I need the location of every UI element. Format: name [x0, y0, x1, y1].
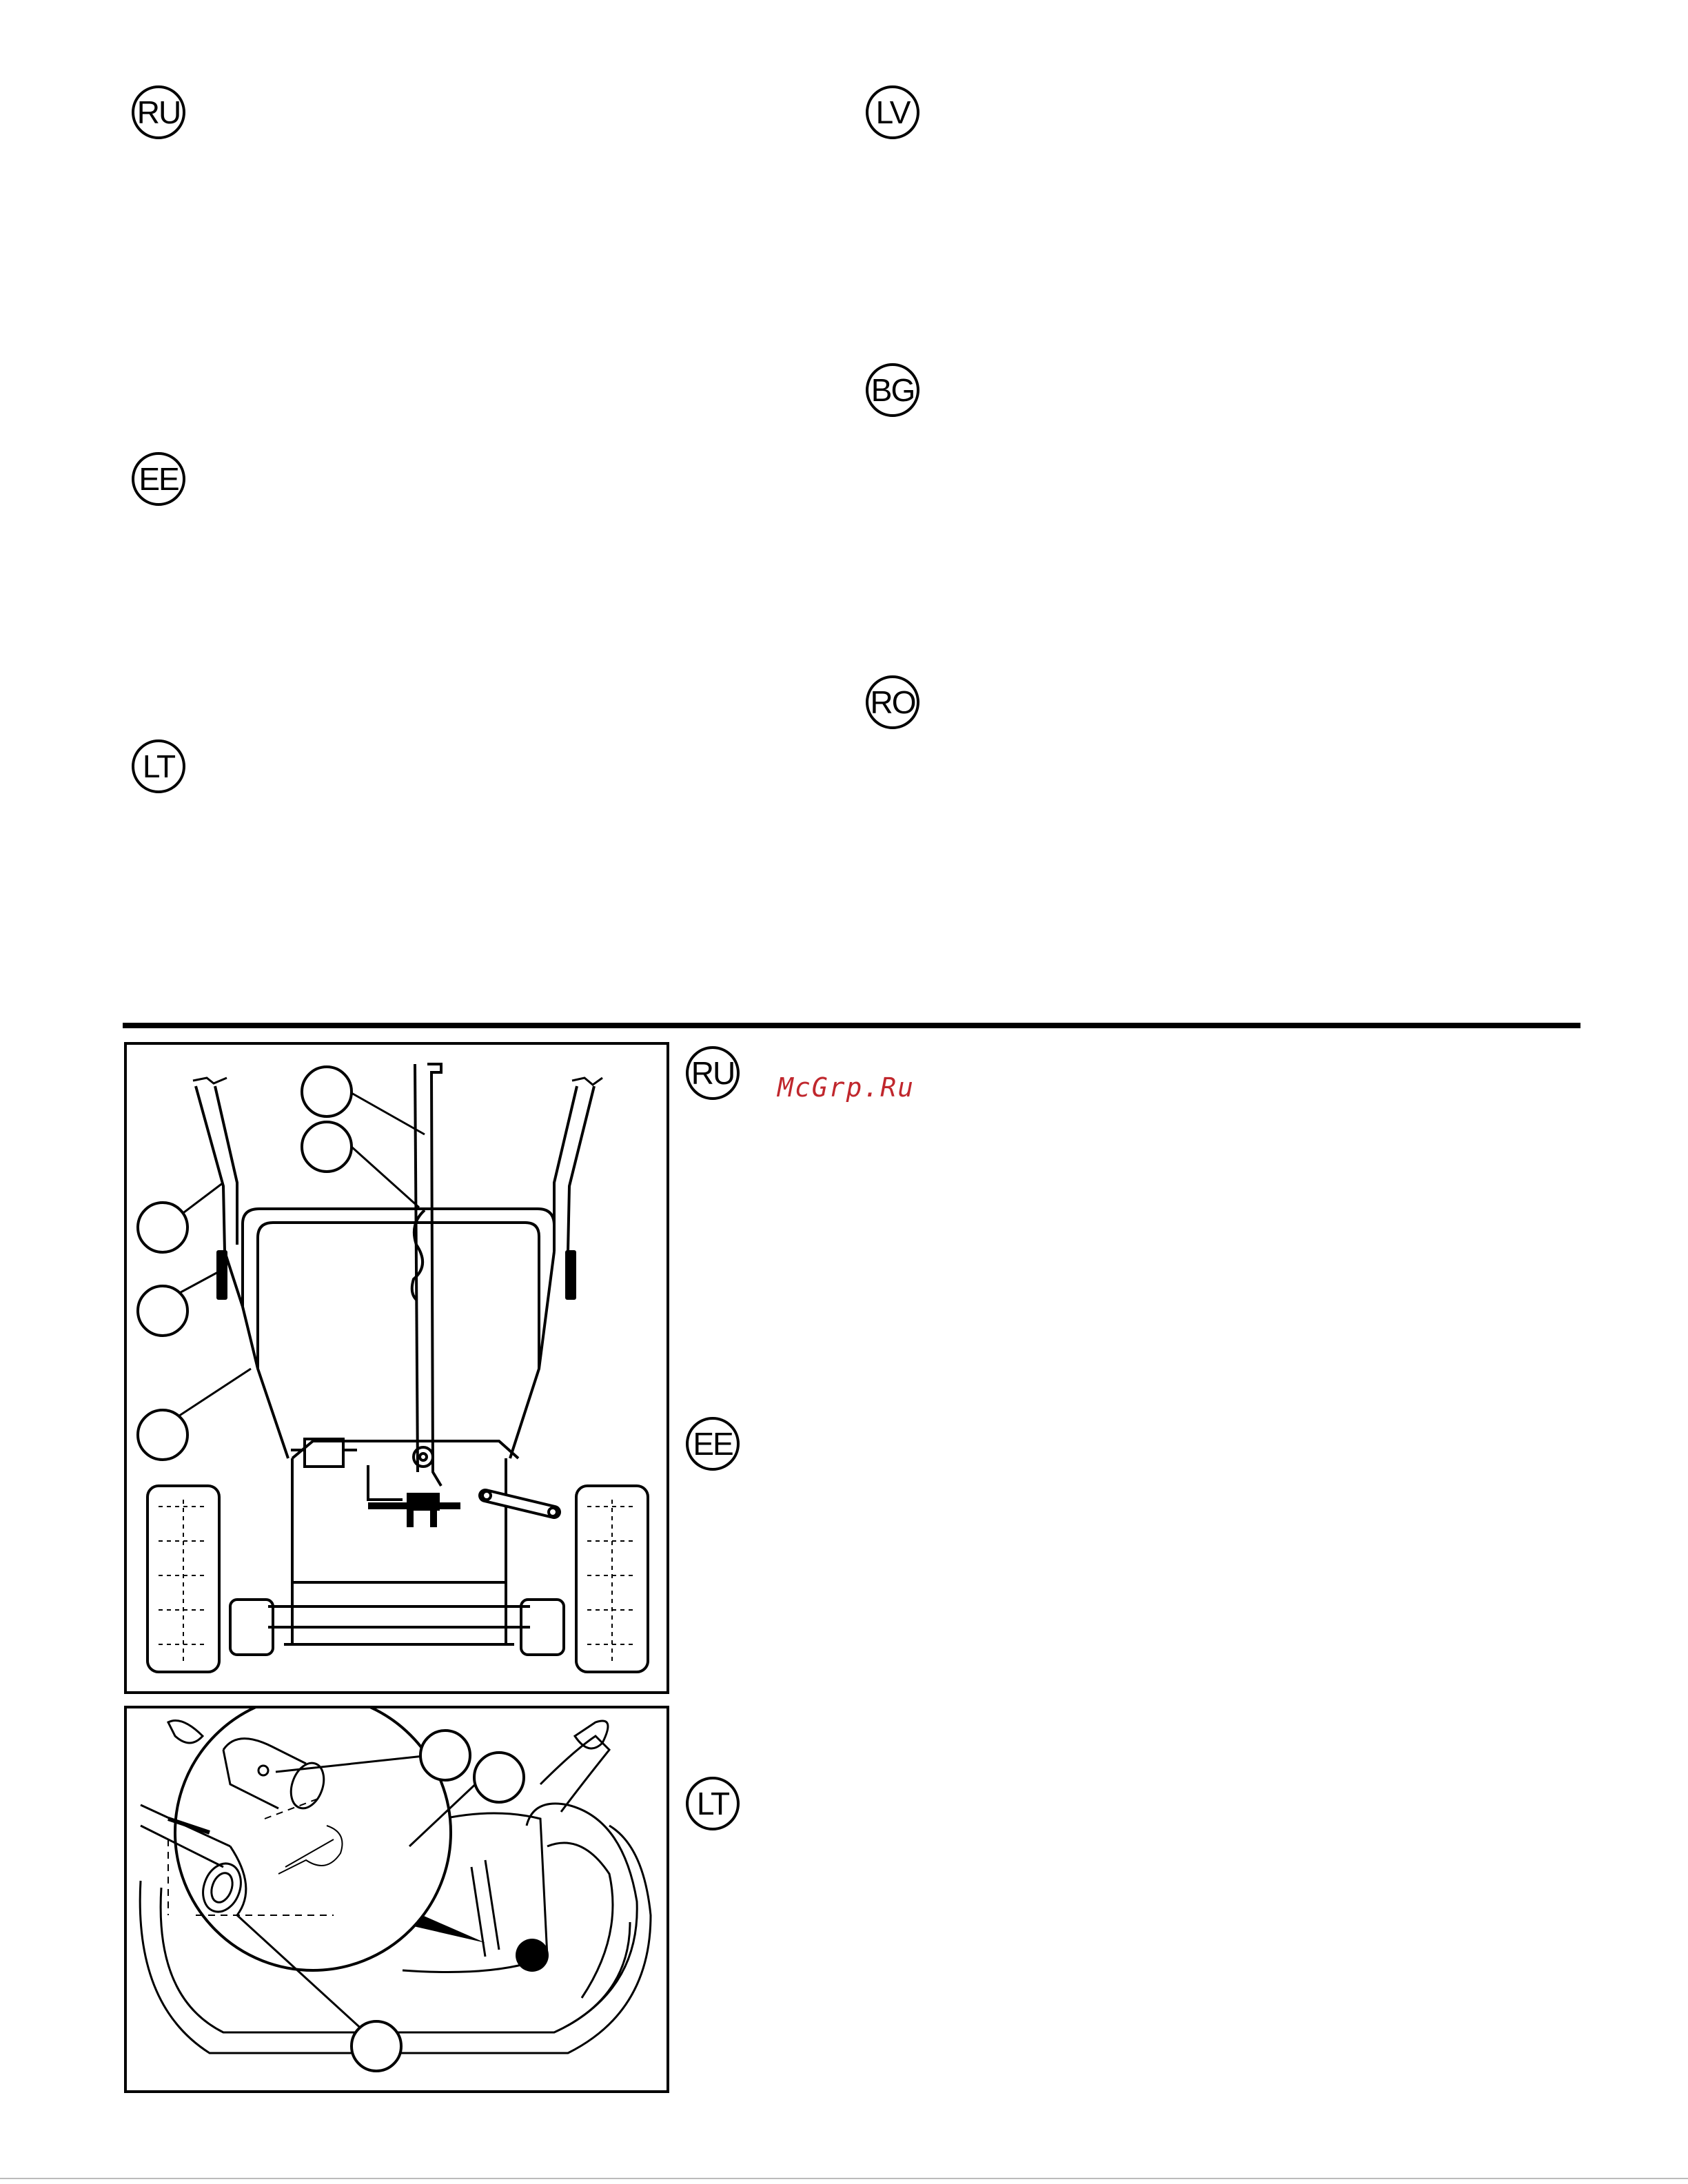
lang-badge-ee-lower: EE	[686, 1417, 740, 1471]
lang-badge-ru-lower: RU	[686, 1046, 740, 1100]
section-divider	[123, 1023, 1580, 1028]
handle-assembly-illustration	[127, 1045, 667, 1691]
lang-badge-ru-top: RU	[132, 85, 185, 139]
lang-badge-ro-top: RO	[866, 675, 919, 729]
figure-shear-pin-detail	[124, 1706, 669, 2093]
shear-pin-detail-illustration	[127, 1708, 667, 2090]
lang-badge-lv-top: LV	[866, 85, 919, 139]
lang-badge-lt-lower: LT	[686, 1777, 740, 1830]
figure-handle-assembly	[124, 1042, 669, 1694]
lang-badge-lt-top: LT	[132, 739, 185, 793]
watermark-text: McGrp.Ru	[777, 1072, 915, 1103]
lang-badge-ee-top: EE	[132, 452, 185, 506]
lang-badge-bg-top: BG	[866, 363, 919, 417]
page-bottom-edge	[0, 2178, 1688, 2179]
